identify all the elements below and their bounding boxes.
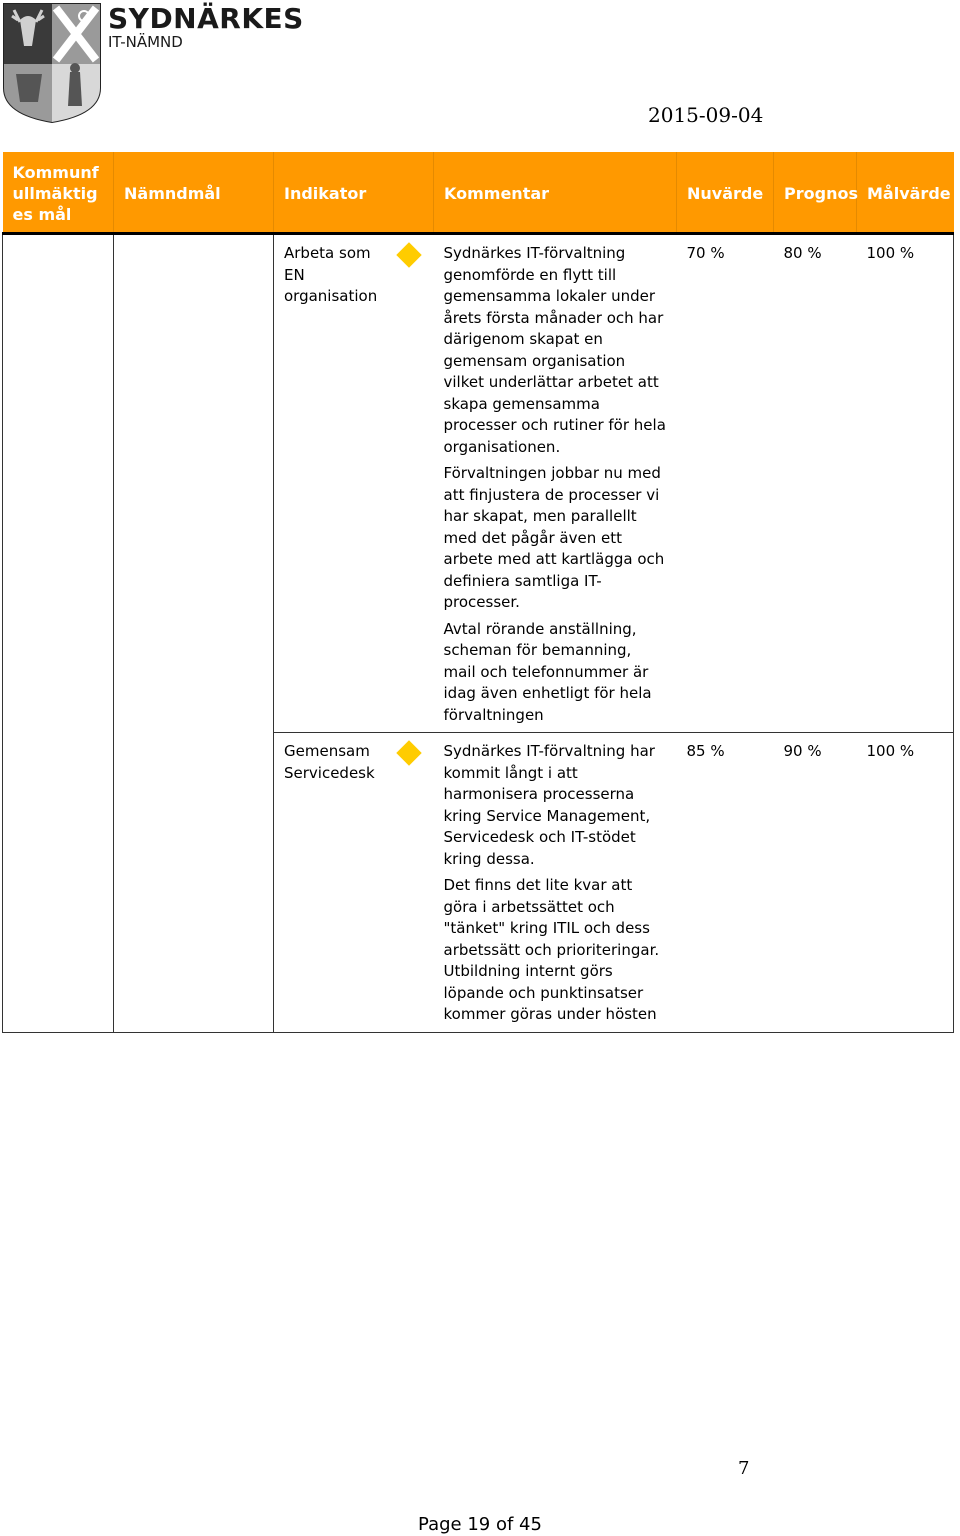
- cell-indikator-name: [274, 733, 434, 1033]
- indikator-label: Arbeta som EN organisation: [284, 244, 378, 305]
- brand-block: [108, 4, 304, 50]
- cell-nuvarde: 85 %: [677, 733, 774, 1033]
- cell-malvarde: 100 %: [857, 733, 954, 1033]
- cell-prognos: 80 %: [774, 234, 857, 733]
- cell-kommunfullmaktiges-mal: [3, 234, 114, 1033]
- coat-of-arms-logo: [2, 2, 102, 124]
- col-header-kommunfullmaktiges-mal: Kommunfullmäktiges mål: [3, 152, 114, 234]
- kommentar-paragraph: Sydnärkes IT-förvaltning genomförde en flytt till gemensamma lokaler under årets första månader och har därigenom skapat en gemensam organisation vilket underlättar arbetet att skapa gemensamma processer och rutiner för hela organisationen.: [443, 244, 666, 456]
- cell-malvarde: 100 %: [857, 234, 954, 733]
- col-header-indikator: Indikator: [274, 152, 434, 234]
- cell-namndmal: [114, 234, 274, 1033]
- col-header-kommentar: Kommentar: [434, 152, 677, 234]
- sydnarkes-coat-of-arms-icon: [2, 2, 102, 124]
- yellow-diamond-icon: [396, 242, 421, 267]
- cell-kommentar: [434, 234, 677, 733]
- col-header-prognos: Prognos: [774, 152, 857, 234]
- yellow-diamond-icon: [396, 740, 421, 765]
- cell-indikator-name: [274, 234, 434, 733]
- col-header-namndmal: Nämndmål: [114, 152, 274, 234]
- brand-title: SYDNÄRKES: [108, 2, 304, 35]
- table-header-row: [3, 152, 954, 234]
- kommentar-paragraph: Avtal rörande anställning, scheman för bemanning, mail och telefonnummer är idag även enhetligt för hela förvaltningen: [443, 619, 652, 724]
- cell-prognos: 90 %: [774, 733, 857, 1033]
- kommentar-paragraph: Sydnärkes IT-förvaltning har kommit långt i att harmonisera processerna kring Service Management, Servicedesk och IT-stödet kring dessa.: [443, 742, 655, 868]
- col-header-nuvarde: Nuvärde: [677, 152, 774, 234]
- kommentar-paragraph: Det finns det lite kvar att göra i arbetssättet och "tänket" kring ITIL och dess arbetssätt och prioriteringar. Utbildning internt görs löpande och punktinsatser kommer göras under hösten: [443, 876, 660, 1023]
- cell-nuvarde: 70 %: [677, 234, 774, 733]
- page-number: 7: [738, 1458, 750, 1479]
- table-row: [3, 234, 954, 733]
- document-date: 2015-09-04: [648, 103, 764, 127]
- goal-report-table: [2, 152, 954, 1033]
- cell-kommentar: [434, 733, 677, 1033]
- col-header-malvarde: Målvärde: [857, 152, 954, 234]
- indikator-label: Gemensam Servicedesk: [284, 742, 375, 782]
- brand-subtitle: IT-NÄMND: [108, 33, 183, 51]
- page-of-label: Page 19 of 45: [418, 1514, 542, 1535]
- kommentar-paragraph: Förvaltningen jobbar nu med att finjustera de processer vi har skapat, men parallellt med det pågår även ett arbete med att kartlägga och definiera samtliga IT-processer.: [443, 464, 665, 611]
